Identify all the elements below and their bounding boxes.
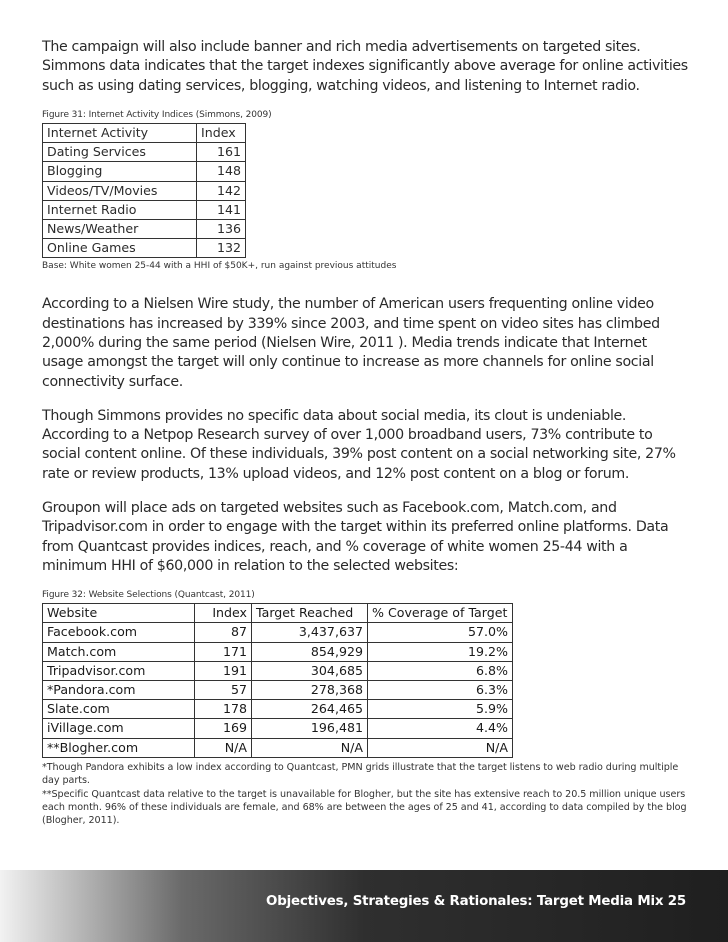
figure-31-caption: Figure 31: Internet Activity Indices (Simmons, 2009) — [42, 109, 272, 120]
website-cell: Tripadvisor.com — [43, 661, 195, 680]
index-cell: 142 — [197, 181, 246, 200]
coverage-cell: 5.9% — [368, 700, 513, 719]
table-row — [43, 719, 513, 738]
index-cell: 57 — [195, 680, 252, 699]
footer-title: Objectives, Strategies & Rationales: Target Media Mix 25 — [266, 894, 686, 909]
table-row — [43, 162, 246, 181]
figure-32-caption: Figure 32: Website Selections (Quantcast, 2011) — [42, 590, 255, 601]
index-cell: 161 — [197, 143, 246, 162]
index-cell: 191 — [195, 661, 252, 680]
website-cell: Facebook.com — [43, 623, 195, 642]
index-cell: 136 — [197, 219, 246, 238]
index-cell: 87 — [195, 623, 252, 642]
table-row — [43, 623, 513, 642]
table-row — [43, 738, 513, 757]
website-cell: *Pandora.com — [43, 680, 195, 699]
coverage-cell: 19.2% — [368, 642, 513, 661]
table-row — [43, 219, 246, 238]
pandora-footnote: *Though Pandora exhibits a low index according to Quantcast, PMN grids illustrate that the target listens to web radio during multiple day parts. — [42, 761, 679, 787]
index-cell: 141 — [197, 200, 246, 219]
coverage-cell: 6.3% — [368, 680, 513, 699]
reach-cell: 304,685 — [252, 661, 368, 680]
paragraph-nielsen: According to a Nielsen Wire study, the number of American users frequenting online video destinations has increased by 339% since 2003, and time spent on video sites has climbed 2,000% during the same period (Nielsen Wire, 2011 ). Media trends indicate that Internet usage amongst the target will only continue to increase as more channels for online social connectivity surface. — [42, 296, 660, 390]
reach-cell: 196,481 — [252, 719, 368, 738]
reach-cell: 278,368 — [252, 680, 368, 699]
reach-cell: N/A — [252, 738, 368, 757]
paragraph-social-media: Though Simmons provides no specific data about social media, its clout is undeniable. According to a Netpop Research survey of over 1,000 broadband users, 73% contribute to social content online. Of these individuals, 39% post content on a social networking site, 27% rate or review products, 13% upload videos, and 12% post content on a blog or forum. — [42, 407, 676, 482]
website-cell: Match.com — [43, 642, 195, 661]
reach-cell: 854,929 — [252, 642, 368, 661]
table-row — [43, 239, 246, 258]
table-header-row — [43, 123, 246, 142]
reach-cell: 264,465 — [252, 700, 368, 719]
table-row — [43, 642, 513, 661]
document-page — [42, 38, 690, 828]
table-row — [43, 661, 513, 680]
header-cell: Index — [197, 123, 246, 142]
table-row — [43, 680, 513, 699]
website-cell: **Blogher.com — [43, 738, 195, 757]
footer-bar — [0, 870, 728, 942]
table-row — [43, 700, 513, 719]
paragraph-groupon-ads: Groupon will place ads on targeted websites such as Facebook.com, Match.com, and Tripadvisor.com in order to engage with the target within its preferred online platforms. Data from Quantcast provides indices, reach, and % coverage of white women 25-44 with a minimum HHI of $60,000 in relation to the selected websites: — [42, 499, 669, 574]
table-row — [43, 200, 246, 219]
activity-cell: Online Games — [43, 239, 197, 258]
index-cell: 132 — [197, 239, 246, 258]
coverage-cell: 57.0% — [368, 623, 513, 642]
website-cell: Slate.com — [43, 700, 195, 719]
header-cell: Target Reached — [252, 604, 368, 623]
index-cell: 148 — [197, 162, 246, 181]
activity-cell: Videos/TV/Movies — [43, 181, 197, 200]
table-header-row — [43, 604, 513, 623]
paragraph-banner-ads: The campaign will also include banner and rich media advertisements on targeted sites. Simmons data indicates that the target indexes significantly above average for online activities such as using dating services, blogging, watching videos, and listening to Internet radio. — [42, 39, 688, 94]
index-cell: 169 — [195, 719, 252, 738]
header-cell: Internet Activity — [43, 123, 197, 142]
activity-cell: Blogging — [43, 162, 197, 181]
coverage-cell: N/A — [368, 738, 513, 757]
index-cell: 178 — [195, 700, 252, 719]
activity-cell: Internet Radio — [43, 200, 197, 219]
header-cell: Website — [43, 604, 195, 623]
index-cell: 171 — [195, 642, 252, 661]
blogher-footnote: **Specific Quantcast data relative to the target is unavailable for Blogher, but the site has extensive reach to 20.5 million unique users each month. 96% of these individuals are female, and 68% are between the ages of 25 and 41, according to data compiled by the blog (Blogher, 2011). — [42, 788, 687, 827]
figure-32-notes — [42, 761, 690, 828]
reach-cell: 3,437,637 — [252, 623, 368, 642]
coverage-cell: 6.8% — [368, 661, 513, 680]
table-row — [43, 143, 246, 162]
index-cell: N/A — [195, 738, 252, 757]
table-row — [43, 181, 246, 200]
internet-activity-table — [42, 123, 246, 258]
figure-31-base-note: Base: White women 25-44 with a HHI of $50K+, run against previous attitudes — [42, 261, 397, 272]
activity-cell: News/Weather — [43, 219, 197, 238]
coverage-cell: 4.4% — [368, 719, 513, 738]
website-selections-table — [42, 603, 513, 758]
website-cell: iVillage.com — [43, 719, 195, 738]
header-cell: % Coverage of Target — [368, 604, 513, 623]
header-cell: Index — [195, 604, 252, 623]
activity-cell: Dating Services — [43, 143, 197, 162]
